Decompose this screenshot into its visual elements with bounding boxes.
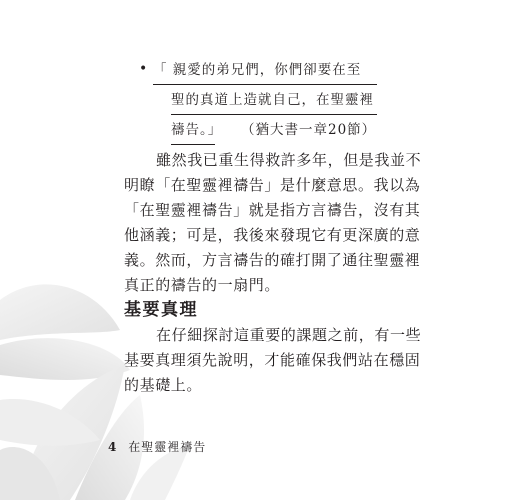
paragraph-2	[124, 323, 421, 398]
text-line: 義。然而，方言禱告的確打開了通往聖靈裡	[124, 251, 421, 269]
text-line: 的基礎上。	[124, 376, 203, 394]
page-footer	[108, 439, 206, 455]
paragraph-1	[124, 148, 421, 298]
quote-line: 聖的真道上造就自己，在聖靈裡	[171, 90, 377, 115]
text-line: 雖然我已重生得救許多年，但是我並不	[156, 151, 422, 169]
text-line: 他涵義；可是，我後來發現它有更深廣的意	[124, 226, 421, 244]
text-line: 在仔細探討這重要的課題之前，有一些	[156, 326, 422, 344]
text-line: 基要真理須先說明，才能確保我們站在穩固	[124, 351, 421, 369]
quote-line: 禱告。」	[171, 120, 215, 145]
section-heading: 基要真理	[124, 300, 198, 320]
text-line: 明瞭「在聖靈裡禱告」是什麼意思。我以為	[124, 176, 421, 194]
running-title: 在聖靈裡禱告	[128, 440, 207, 454]
page-number: 4	[108, 440, 117, 454]
text-line: 真正的禱告的一扇門。	[124, 276, 281, 294]
scripture-reference: （猶大書一章20節）	[241, 122, 377, 138]
text-line: 「在聖靈裡禱告」就是指方言禱告，沒有其	[124, 201, 421, 219]
bullet-icon: •	[139, 61, 149, 77]
quote-line: 「 親愛的弟兄們，你們卻要在至	[153, 60, 377, 85]
